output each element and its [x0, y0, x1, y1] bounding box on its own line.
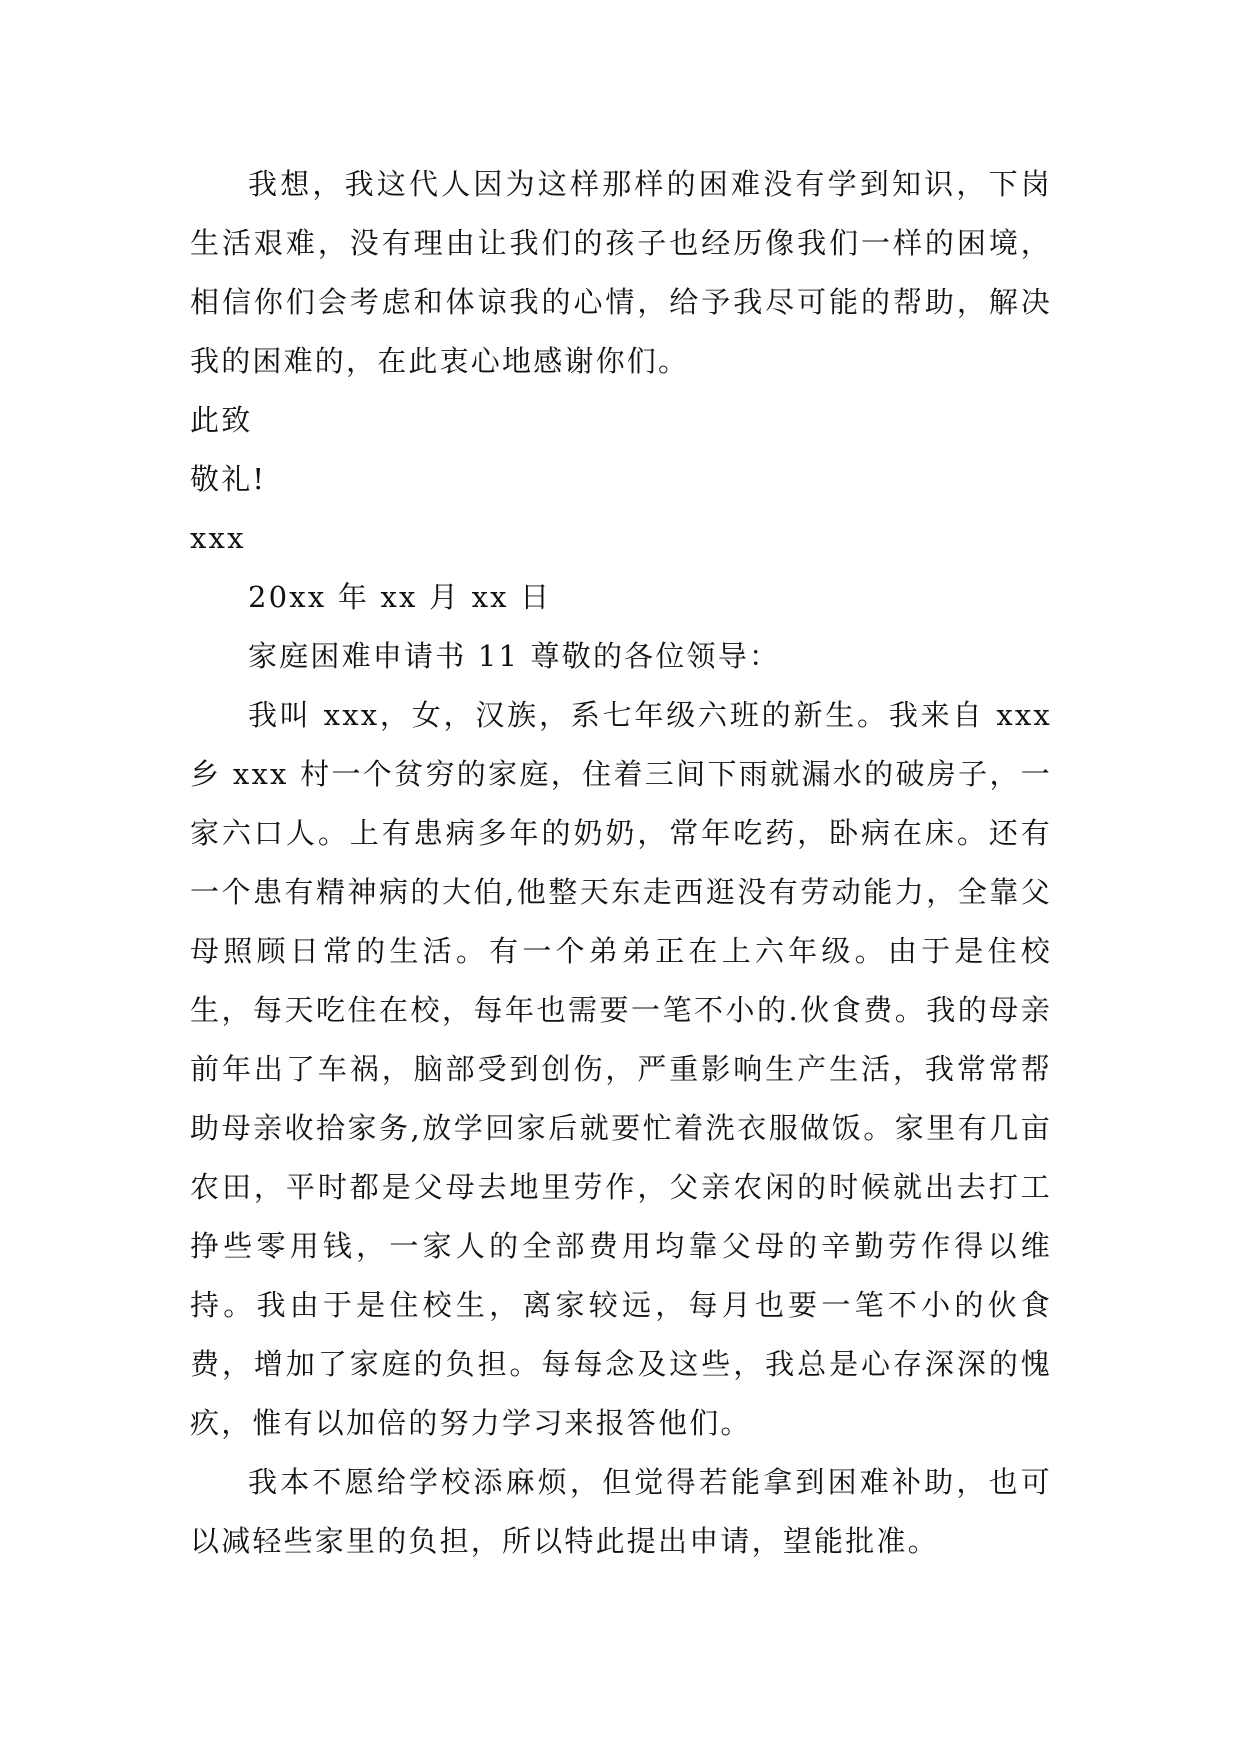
closing-paragraph: 我想，我这代人因为这样那样的困难没有学到知识，下岗生活艰难，没有理由让我们的孩子也经历像我们一样的困境，相信你们会考虑和体谅我的心情，给予我尽可能的帮助，解决我的困难的，在此衷心地感谢你们。: [190, 167, 1052, 378]
document-body: [190, 155, 1052, 1571]
salutation-jingli: 敬礼!: [190, 462, 267, 496]
signature-name: xxx: [190, 521, 246, 555]
application-title-line: 家庭困难申请书 11 尊敬的各位领导：: [248, 639, 781, 673]
signature-date: 20xx 年 xx 月 xx 日: [248, 580, 552, 614]
salutation-cizhi: 此致: [190, 403, 253, 437]
application-request-paragraph: 我本不愿给学校添麻烦，但觉得若能拿到困难补助，也可以减轻些家里的负担，所以特此提出申请，望能批准。: [190, 1465, 1052, 1558]
application-body-paragraph: 我叫 xxx，女，汉族，系七年级六班的新生。我来自 xxx 乡 xxx 村一个贫穷的家庭，住着三间下雨就漏水的破房子，一家六口人。上有患病多年的奶奶，常年吃药，卧病在床。还有一个患有精神病的大伯,他整天东走西逛没有劳动能力，全靠父母照顾日常的生活。有一个弟弟正在上六年级。由于是住校生，每天吃住在校，每年也需要一笔不小的.伙食费。我的母亲前年出了车祸，脑部受到创伤，严重影响生产生活，我常常帮助母亲收拾家务,放学回家后就要忙着洗衣服做饭。家里有几亩农田，平时都是父母去地里劳作，父亲农闲的时候就出去打工挣些零用钱，一家人的全部费用均靠父母的辛勤劳作得以维持。我由于是住校生，离家较远，每月也要一笔不小的伙食费，增加了家庭的负担。每每念及这些，我总是心存深深的愧疚，惟有以加倍的努力学习来报答他们。: [190, 698, 1052, 1440]
